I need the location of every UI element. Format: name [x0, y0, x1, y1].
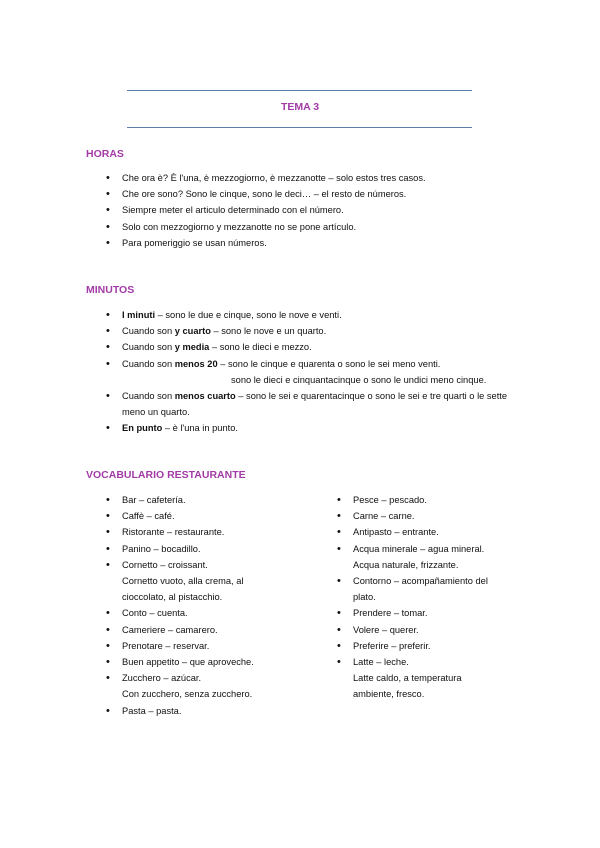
- item-note: ambiente, fresco.: [353, 689, 425, 700]
- item-text: – sono le nove e un quarto.: [210, 326, 327, 337]
- minutos-list: [106, 307, 516, 437]
- item-term: • Contorno – acompañamiento del: [353, 576, 488, 587]
- list-item: [337, 573, 527, 605]
- heading-vocabulario: VOCABULARIO RESTAURANTE: [86, 469, 246, 481]
- item-note: Cornetto vuoto, alla crema, al: [122, 576, 244, 587]
- item-term: • Buen appetito – que aproveche.: [122, 657, 254, 668]
- list-item: [106, 557, 306, 606]
- list-item: [106, 670, 306, 702]
- item-term: • Cameriere – camarero.: [122, 624, 218, 635]
- list-item: [106, 605, 306, 621]
- vocab-right-list: [337, 492, 527, 703]
- item-term: • Caffè – café.: [122, 511, 175, 522]
- horas-list: [106, 170, 526, 251]
- item-text: – sono le due e cinque, sono le nove e venti.: [155, 310, 342, 320]
- item-term: • Pesce – pescado.: [353, 495, 427, 505]
- list-item: [106, 492, 306, 508]
- list-item: [106, 638, 306, 654]
- item-term: • Prenotare – reservar.: [122, 640, 210, 651]
- item-term: • Cornetto – croissant.: [122, 559, 208, 570]
- item-term: • Carne – carne.: [353, 511, 415, 522]
- list-item: [337, 654, 527, 703]
- list-item: [106, 508, 306, 524]
- item-term: • Zucchero – azúcar.: [122, 673, 202, 684]
- item-text: – è l'una in punto.: [162, 423, 238, 434]
- item-term: • Conto – cuenta.: [122, 608, 188, 619]
- list-item: • Che ore sono? Sono le cinque, sono le deci… – el resto de números.: [106, 186, 526, 202]
- list-item: [337, 638, 527, 654]
- item-term: menos 20: [174, 358, 218, 369]
- list-item: [106, 307, 516, 323]
- item-note: plato.: [353, 592, 376, 603]
- list-item: [337, 524, 527, 540]
- item-term: • Panino – bocadillo.: [122, 543, 201, 554]
- item-term: • Volere – querer.: [353, 624, 419, 635]
- item-term: • Antipasto – entrante.: [353, 527, 439, 538]
- bottom-rule: [127, 127, 472, 128]
- item-term: I minuti: [122, 310, 156, 320]
- list-item: [337, 508, 527, 524]
- item-term: • Preferire – preferir.: [353, 640, 431, 651]
- list-item: • Solo con mezzogiorno y mezzanotte no se pone artículo.: [106, 219, 526, 235]
- list-item: [106, 356, 516, 372]
- item-term: • Latte – leche.: [353, 657, 409, 668]
- list-item: [337, 541, 527, 573]
- item-term: • Acqua minerale – agua mineral.: [353, 543, 485, 554]
- item-text: – sono le dieci e mezzo.: [209, 342, 312, 353]
- item-prefix: Cuando son: [122, 342, 175, 353]
- list-item: [106, 541, 306, 557]
- list-item-continuation: sono le dieci e cinquantacinque o sono le undici meno cinque.: [231, 374, 487, 385]
- item-prefix: Cuando son: [122, 391, 175, 402]
- list-item: [106, 654, 306, 670]
- item-term: • Pasta – pasta.: [122, 705, 182, 716]
- page-title: TEMA 3: [280, 101, 320, 113]
- item-term: menos cuarto: [174, 391, 236, 402]
- heading-minutos: MINUTOS: [86, 284, 135, 296]
- list-item: [106, 622, 306, 638]
- item-term: y cuarto: [174, 326, 211, 337]
- list-item: [106, 420, 516, 436]
- item-prefix: Cuando son: [122, 326, 175, 337]
- item-note: Latte caldo, a temperatura: [353, 673, 462, 684]
- item-term: • Bar – cafetería.: [122, 495, 186, 505]
- list-item: [106, 388, 516, 420]
- item-term: • Ristorante – restaurante.: [122, 527, 225, 538]
- top-rule: [127, 90, 472, 91]
- item-text: – sono le sei e quarentacinque o sono le sei e tre quarti o le sette meno un quarto.: [122, 391, 508, 418]
- item-term: • Prendere – tomar.: [353, 608, 428, 619]
- list-item: • Para pomeriggio se usan números.: [106, 235, 526, 251]
- list-item: [337, 605, 527, 621]
- item-text: – sono le cinque e quarenta o sono le sei meno venti.: [217, 358, 441, 369]
- list-item: [106, 703, 306, 719]
- item-note: Con zucchero, senza zucchero.: [122, 689, 253, 700]
- list-item: [106, 339, 516, 355]
- item-note: Acqua naturale, frizzante.: [353, 559, 459, 570]
- item-term: y media: [174, 342, 210, 353]
- list-item: [106, 524, 306, 540]
- list-item: • Siempre meter el articulo determinado con el número.: [106, 202, 526, 218]
- item-term: En punto: [122, 423, 163, 434]
- list-item: [337, 492, 527, 508]
- list-item: [337, 622, 527, 638]
- vocab-left-list: [106, 492, 306, 719]
- list-item: • Che ora è? È l'una, è mezzogiorno, è mezzanotte – solo estos tres casos.: [106, 170, 526, 186]
- list-item: [106, 323, 516, 339]
- item-prefix: Cuando son: [122, 358, 175, 369]
- item-note: cioccolato, al pistacchio.: [122, 592, 223, 603]
- heading-horas: HORAS: [86, 148, 124, 160]
